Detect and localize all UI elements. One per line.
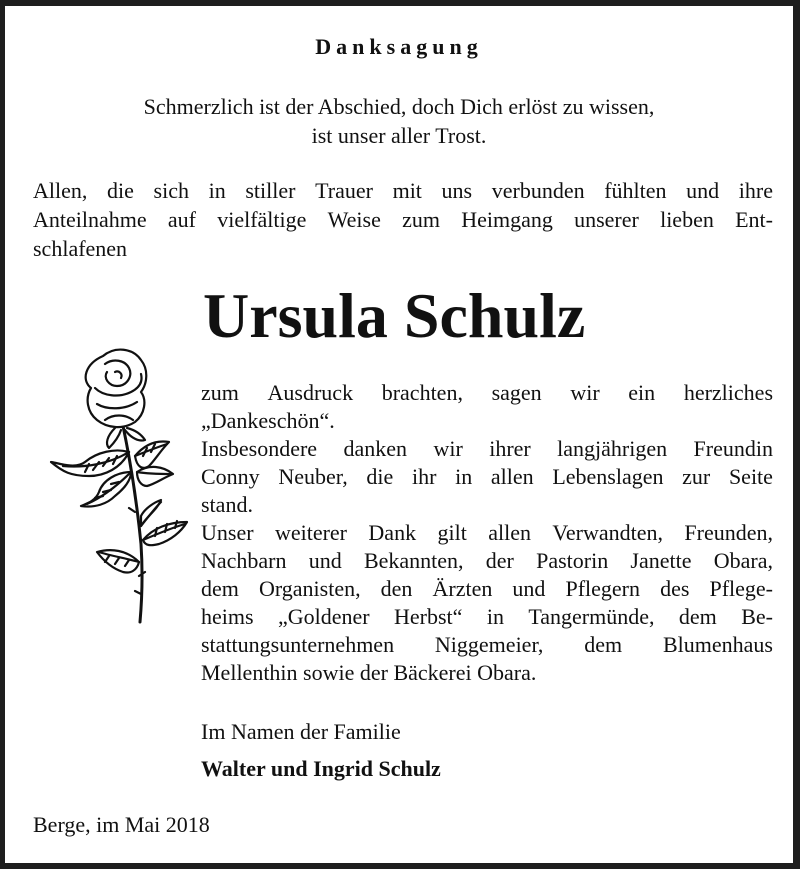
word: stattungsunternehmen [201,632,395,657]
word: die [366,464,394,489]
word: Be- [741,604,773,629]
word: heims [201,604,254,629]
word: herzliches [683,380,773,405]
word: die [107,178,134,203]
word: danken [343,436,408,461]
word: unserer [574,207,639,232]
signature-names: Walter und Ingrid Schulz [201,756,441,781]
word: fühlten [604,178,667,203]
word: Organisten, [258,576,361,601]
word: ihre [738,178,773,203]
word: der [485,548,514,573]
word: Nachbarn [201,548,287,573]
word: Blumenhaus [662,632,773,657]
obituary-notice [5,6,793,863]
word: Niggemeier, [434,632,544,657]
word: weiterer [274,520,348,545]
body-line [201,435,773,463]
body-line [201,379,773,407]
body-line [201,575,773,603]
word: Ärzten [432,576,493,601]
word: in [455,464,473,489]
word: Seite [728,464,773,489]
intro-line [33,205,773,234]
word: Weise [327,207,381,232]
word: Janette [630,548,692,573]
word: in [486,604,504,629]
motto-line: Schmerzlich ist der Abschied, doch Dich erlöst zu wissen, [143,94,655,119]
word: allen [488,520,531,545]
word: zum [402,207,440,232]
word: Ent- [735,207,773,232]
word: und [308,548,342,573]
word: Pastorin [536,548,609,573]
word: Heimgang [461,207,553,232]
word: in [208,178,226,203]
body-line [201,463,773,491]
deceased-name: Ursula Schulz [203,280,586,351]
word: wir [433,436,463,461]
word: Allen, [33,178,88,203]
intro-paragraph [33,176,773,263]
word: auf [167,207,196,232]
word: und [686,178,720,203]
word: den [380,576,413,601]
body-line [201,603,773,631]
rose-icon [45,344,195,626]
word: wir [570,380,600,405]
body-line [201,631,773,659]
word: langjährigen [557,436,668,461]
word: Lebenslagen [552,464,664,489]
word: Insbesondere [201,436,318,461]
word: und [512,576,546,601]
motto-line: ist unser aller Trost. [311,123,487,148]
word: dem [584,632,623,657]
word: sich [153,178,189,203]
word: Tangermünde, [528,604,655,629]
word: ein [628,380,656,405]
word: „Goldener [277,604,370,629]
word: gilt [437,520,467,545]
word: zur [682,464,711,489]
word: Verwandten, [552,520,663,545]
word: brachten, [381,380,463,405]
word: dem [678,604,717,629]
body-line: Mellenthin sowie der Bäckerei Obara. [201,660,537,685]
word: Freundin [693,436,773,461]
word: dem [201,576,239,601]
word: des [660,576,690,601]
word: ihr [411,464,437,489]
word: Herbst“ [394,604,463,629]
word: Pflegern [565,576,640,601]
word: sagen [491,380,542,405]
word: zum [201,380,239,405]
word: Pflege- [709,576,773,601]
intro-line [33,176,773,205]
word: vielfältige [217,207,307,232]
intro-line: schlafenen [33,236,128,261]
place-date: Berge, im Mai 2018 [33,812,210,837]
word: Freunden, [684,520,773,545]
word: Obara, [713,548,773,573]
word: Trauer [315,178,373,203]
body-line: stand. [201,492,253,517]
word: lieben [660,207,714,232]
word: Neuber, [278,464,348,489]
word: ihrer [489,436,531,461]
word: Unser [201,520,254,545]
word: Conny [201,464,260,489]
word: verbunden [491,178,585,203]
word: Dank [368,520,417,545]
body-line [201,519,773,547]
notice-heading: Danksagung [315,34,483,59]
body-line [201,547,773,575]
word: stiller [245,178,296,203]
word: uns [441,178,473,203]
body-paragraph [201,379,773,687]
body-line: „Dankeschön“. [201,408,335,433]
motto [5,92,793,150]
word: Anteilnahme [33,207,147,232]
word: allen [490,464,534,489]
signature-intro: Im Namen der Familie [201,719,401,744]
word: Ausdruck [267,380,354,405]
word: Bekannten, [363,548,464,573]
word: mit [392,178,422,203]
